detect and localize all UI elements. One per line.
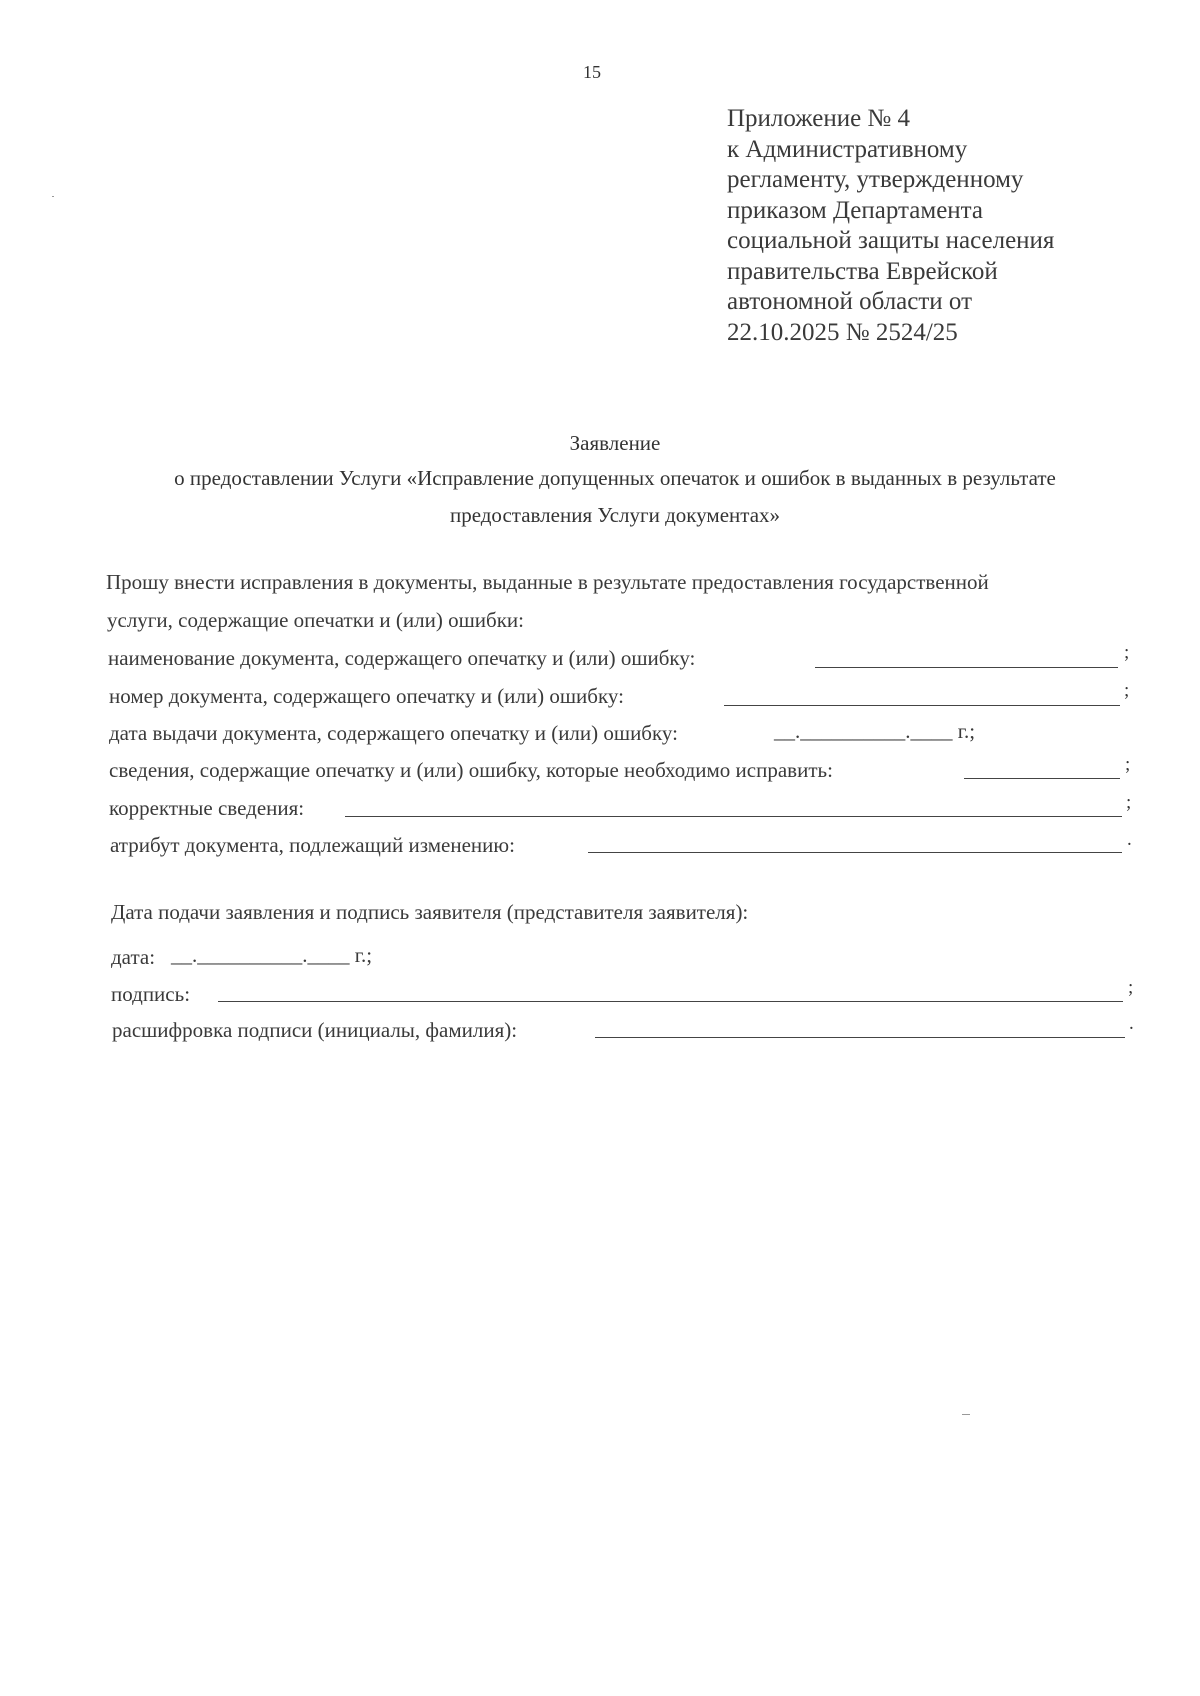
correct-info-semicolon: ; — [1126, 792, 1132, 813]
doc-number-semicolon: ; — [1124, 680, 1130, 701]
signature-sign-blank[interactable] — [218, 1001, 1123, 1002]
doc-date-label: дата выдачи документа, содержащего опечатку и (или) ошибку: — [109, 721, 678, 745]
signature-decode-blank[interactable] — [595, 1037, 1125, 1038]
doc-name-label: наименование документа, содержащего опечатку и (или) ошибку: — [108, 646, 696, 670]
wrong-info-semicolon: ; — [1125, 754, 1131, 775]
doc-name-semicolon: ; — [1124, 642, 1130, 663]
signature-heading: Дата подачи заявления и подпись заявителя (представителя заявителя): — [111, 900, 749, 924]
scan-mark — [962, 1414, 970, 1415]
correct-info-label: корректные сведения: — [109, 796, 305, 820]
wrong-info-blank[interactable] — [964, 778, 1120, 779]
appendix-line: Приложение № 4 — [727, 105, 911, 132]
attribute-blank[interactable] — [588, 852, 1122, 853]
appendix-line: регламенту, утвержденному — [727, 166, 1024, 193]
scan-mark — [52, 196, 54, 197]
document-subtitle-line-2: предоставления Услуги документах» — [449, 503, 781, 527]
attribute-period: . — [1127, 829, 1132, 850]
document-subtitle-line-1: о предоставлении Услуги «Исправление допущенных опечаток и ошибок в выданных в результате — [174, 466, 1056, 490]
doc-number-blank[interactable] — [724, 705, 1120, 706]
doc-number-label: номер документа, содержащего опечатку и (или) ошибку: — [109, 684, 624, 708]
signature-decode-period: . — [1129, 1013, 1134, 1034]
signature-sign-label: подпись: — [111, 982, 191, 1006]
signature-sign-semicolon: ; — [1128, 977, 1134, 998]
wrong-info-label: сведения, содержащие опечатку и (или) ошибку, которые необходимо исправить: — [109, 758, 833, 782]
correct-info-blank[interactable] — [345, 816, 1122, 817]
appendix-line: правительства Еврейской — [727, 257, 998, 285]
page-number: 15 — [583, 62, 601, 82]
signature-decode-label: расшифровка подписи (инициалы, фамилия): — [112, 1018, 518, 1042]
appendix-line: приказом Департамента — [727, 196, 983, 224]
appendix-line: социальной защиты населения — [727, 227, 1055, 254]
attribute-label: атрибут документа, подлежащий изменению: — [110, 833, 515, 857]
request-intro-line-1: Прошу внести исправления в документы, выданные в результате предоставления государственной — [106, 570, 989, 594]
appendix-line: 22.10.2025 № 2524/25 — [727, 318, 958, 346]
appendix-block — [727, 104, 1167, 348]
document-title: Заявление — [569, 431, 661, 455]
appendix-line: автономной области от — [727, 288, 973, 315]
signature-date-label: дата: — [111, 945, 156, 969]
doc-date-mask[interactable]: __.__________.____ г.; — [774, 719, 976, 743]
request-intro-line-2: услуги, содержащие опечатки и (или) ошибки: — [107, 608, 524, 632]
appendix-line: к Административному — [727, 135, 968, 163]
signature-date-mask[interactable]: __.__________.____ г.; — [171, 943, 373, 967]
doc-name-blank[interactable] — [815, 667, 1118, 668]
